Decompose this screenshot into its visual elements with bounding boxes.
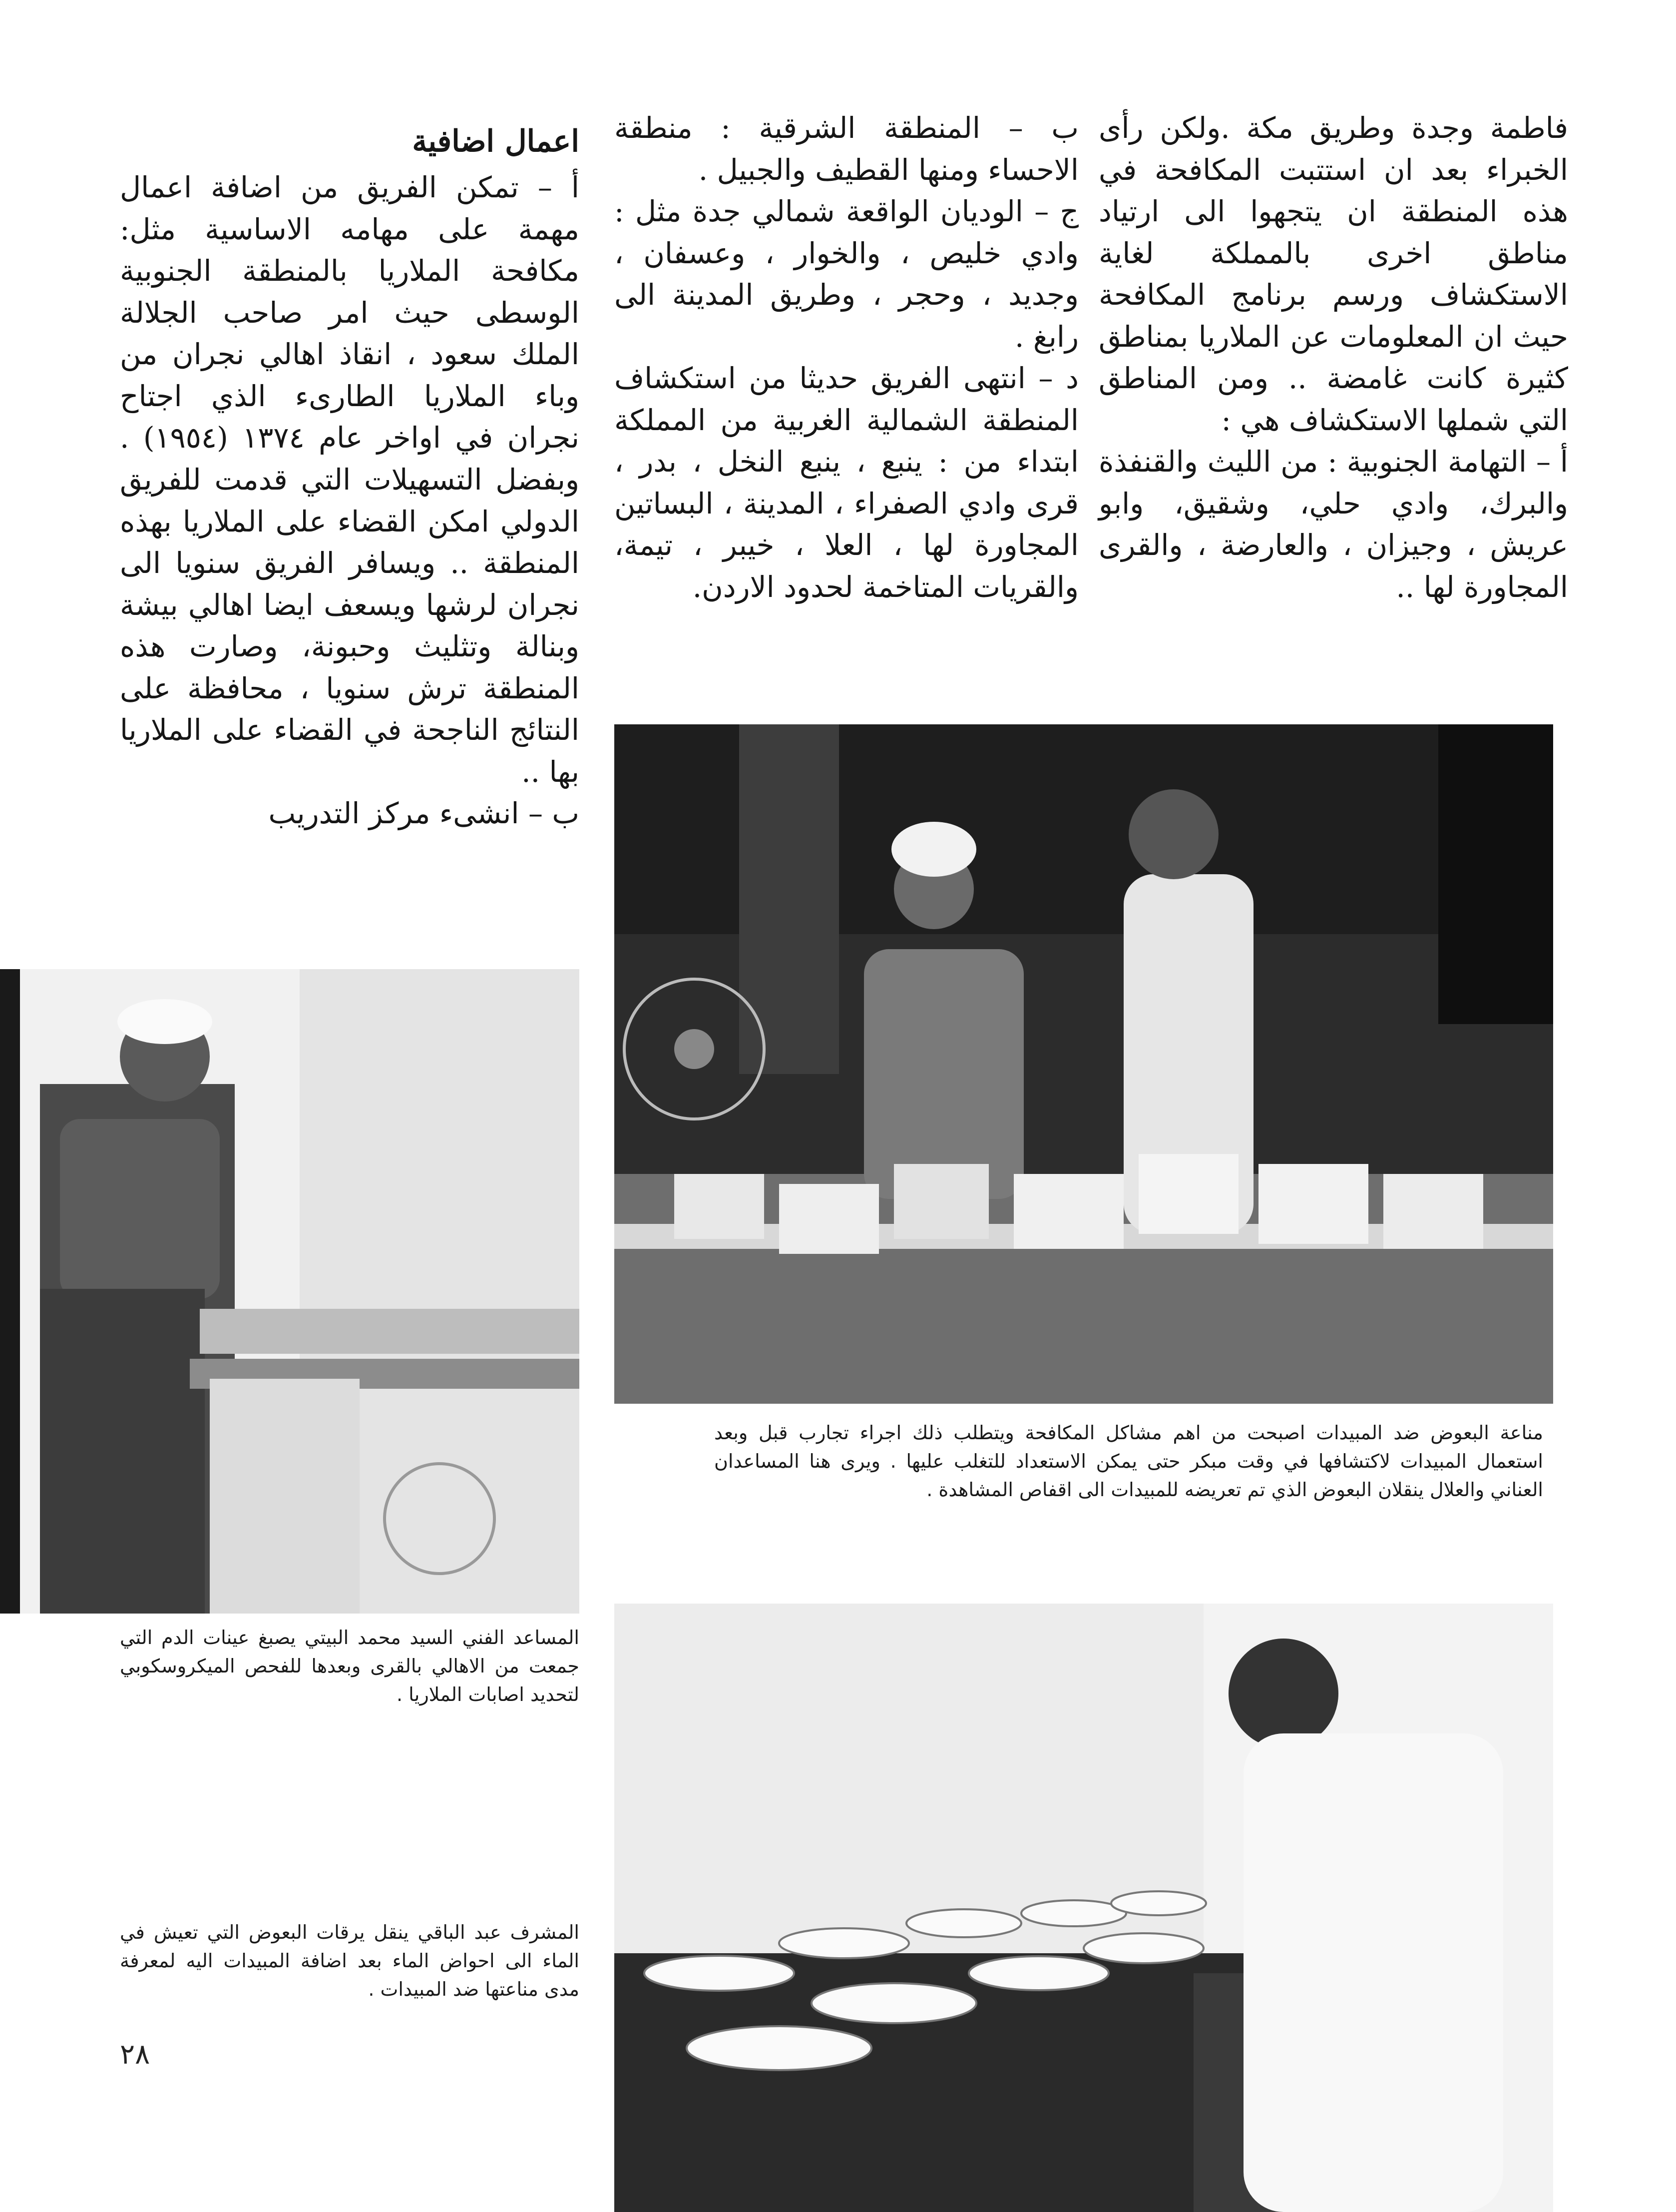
technician-photo — [0, 969, 579, 1614]
column-middle — [614, 107, 1079, 608]
section-heading: اعمال اضافية — [412, 124, 579, 159]
basins-photo-caption: المشرف عبد الباقي ينقل يرقات البعوض التي تعيش في الماء الى احواض الماء بعد اضافة المبيدات اليه لمعرفة مدى مناعتها ضد المبيدات . — [120, 1921, 579, 2000]
lab-photo-caption: مناعة البعوض ضد المبيدات اصبحت من اهم مشاكل المكافحة ويتطلب ذلك اجراء تجارب قبل وبعد استعمال المبيدات لاكتشافها في وقت مبكر حتى يمكن الاستعداد للتغلب عليها . ويرى هنا المساعدان العناني والعلال ينقلان البعوض الذي تم تعريضه للمبيدات الى اقفاص المشاهدة . — [714, 1422, 1543, 1501]
basins-photo — [614, 1604, 1553, 2212]
paragraph: أ – التهامة الجنوبية : من الليث والقنفذة والبرك، وادي حلي، وشقيق، وابو عريش ، وجيزان ، والعارضة ، والقرى المجاورة لها .. — [1099, 445, 1568, 604]
technician-photo-caption: المساعد الفني السيد محمد البيتي يصبغ عينات الدم التي جمعت من الاهالي بالقرى وبعدها للفحص الميكروسكوبي لتحديد اصابات الملاريا . — [120, 1627, 579, 1705]
paragraph: أ – تمكن الفريق من اضافة اعمال مهمة على مهامه الاساسية مثل: مكافحة الملاريا بالمنطقة الجنوبية الوسطى حيث امر صاحب الجلالة الملك سعود ، انقاذ اهالي نجران من وباء الملاريا الطارىء الذي اجتاح نجران في اواخر عام ١٣٧٤ (١٩٥٤) . وبفضل التسهيلات التي قدمت للفريق الدولي امكن القضاء على الملاريا بهذه المنطقة .. ويسافر الفريق سنويا الى نجران لرشها ويسعف ايضا اهالي بيشة وبنالة وتثليث وحبونة، وصارت هذه المنطقة ترش سنويا ، محافظة على النتائج الناجحة في القضاء على الملاريا بها .. — [120, 170, 579, 789]
page-number: ٢٨ — [120, 2038, 150, 2071]
column-left — [120, 120, 579, 835]
paragraph: ج – الوديان الواقعة شمالي جدة مثل : وادي خليص ، والخوار ، وعسفان ، وجديد ، وحجر ، وطريق المدينة الى رابغ . — [614, 194, 1079, 354]
column-right — [1099, 107, 1568, 608]
paragraph: ب – انشىء مركز التدريب — [268, 796, 579, 831]
paragraph: فاطمة وجدة وطريق مكة .ولكن رأى الخبراء بعد ان استتبت المكافحة في هذه المنطقة ان يتجهوا الى ارتياد مناطق اخرى بالمملكة لغاية الاستكشاف ورسم برنامج المكافحة حيث ان المعلومات عن الملاريا بمناطق كثيرة كانت غامضة .. ومن المناطق التي شملها الاستكشاف هي : — [1099, 111, 1568, 437]
paragraph: د – انتهى الفريق حديثا من استكشاف المنطقة الشمالية الغربية من المملكة ابتداء من : ينبع ، ينبع النخل ، بدر ، قرى وادي الصفراء ، المدينة ، البساتين المجاورة لها ، العلا ، خيبر ، تيمة، والقريات المتاخمة لحدود الاردن. — [614, 361, 1079, 604]
paragraph: ب – المنطقة الشرقية : منطقة الاحساء ومنها القطيف والجبيل . — [614, 111, 1079, 187]
lab-assistants-photo — [614, 724, 1553, 1404]
